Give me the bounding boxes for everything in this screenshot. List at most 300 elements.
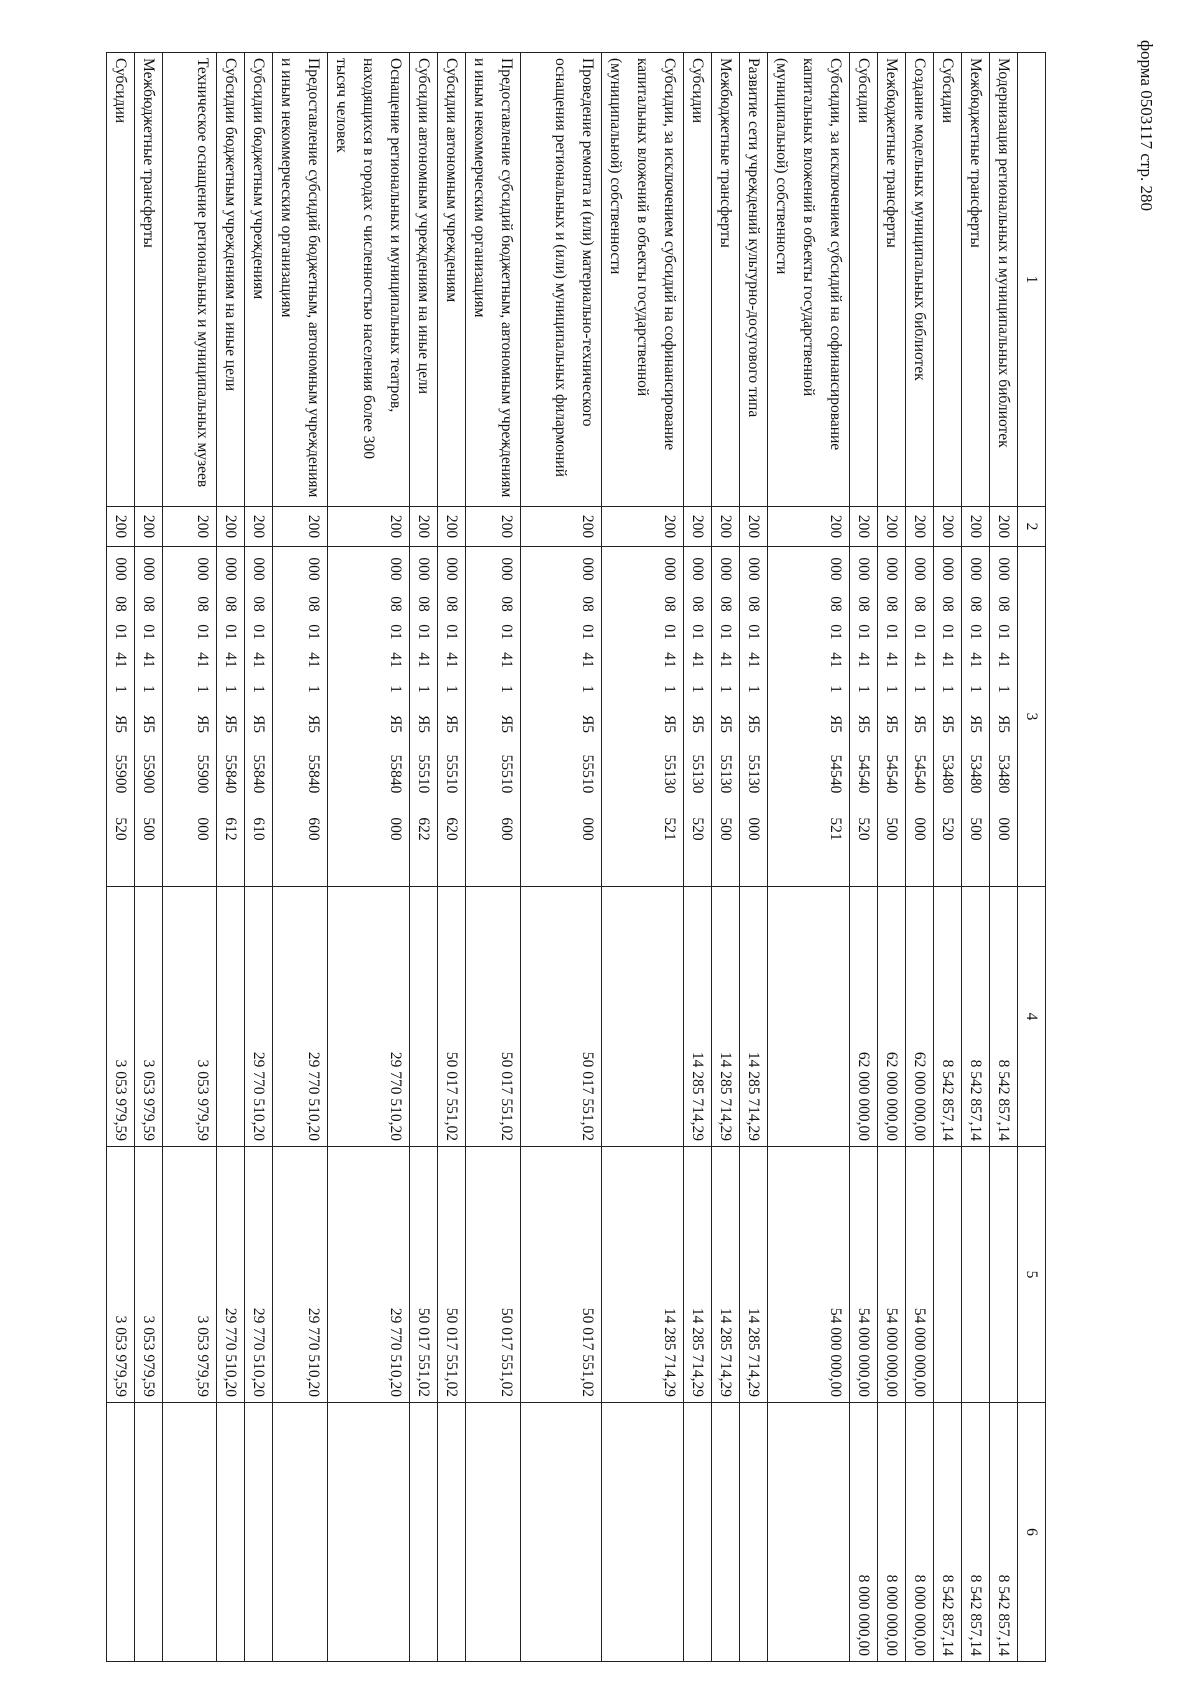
- code-segment: 01: [140, 624, 157, 640]
- row-name: Межбюджетные трансферты: [712, 53, 740, 507]
- row-col4-value: 50 017 551,02: [438, 887, 466, 1147]
- code-segment: 600: [305, 817, 322, 841]
- row-name: Субсидии, за исключением субсидий на софинансирование капитальных вложений в объекты государственной (муниципальной) собственности: [768, 53, 850, 507]
- table-row: [245, 53, 273, 1662]
- code-segment: 54540: [883, 754, 900, 794]
- code-segment: 41: [140, 652, 157, 668]
- row-col4-value: 14 285 714,29: [712, 887, 740, 1147]
- row-col5-value: [962, 1147, 990, 1403]
- row-col6-value: 8 542 857,14: [962, 1403, 990, 1662]
- code-segment: Я5: [305, 714, 322, 734]
- row-col6-value: [163, 1403, 217, 1662]
- row-col4-value: 29 770 510,20: [245, 887, 273, 1147]
- code-segment: 55130: [661, 754, 678, 794]
- code-segment: 1: [305, 685, 322, 693]
- code-segment: Я5: [911, 714, 928, 734]
- code-segment: 41: [112, 652, 129, 668]
- code-segment: 08: [883, 596, 900, 612]
- code-segment: 000: [112, 557, 129, 581]
- code-segment: 1: [939, 685, 956, 693]
- code-segment: 08: [387, 596, 404, 612]
- row-col4-value: 29 770 510,20: [328, 887, 410, 1147]
- code-segment: Я5: [855, 714, 872, 734]
- row-col5-value: 29 770 510,20: [328, 1147, 410, 1403]
- code-segment: 1: [443, 685, 460, 693]
- code-segment: 521: [827, 817, 844, 841]
- table-row: [740, 53, 768, 1662]
- code-segment: 000: [498, 557, 515, 581]
- row-col6-value: [273, 1403, 328, 1662]
- row-col4-value: [217, 887, 245, 1147]
- form-label: форма 0503117 стр. 280: [1137, 40, 1156, 211]
- row-line-code: 200: [962, 507, 990, 547]
- row-col4-value: 8 542 857,14: [934, 887, 962, 1147]
- row-classification-code: [466, 547, 521, 887]
- code-segment: 01: [689, 624, 706, 640]
- code-segment: 53480: [967, 754, 984, 794]
- row-line-code: 200: [934, 507, 962, 547]
- code-segment: 01: [939, 624, 956, 640]
- code-segment: Я5: [939, 714, 956, 734]
- code-segment: 000: [579, 557, 596, 581]
- row-col4-value: 3 053 979,59: [163, 887, 217, 1147]
- row-name: Модернизация региональных и муниципальных библиотек: [990, 53, 1018, 507]
- row-col6-value: [217, 1403, 245, 1662]
- code-segment: 000: [661, 557, 678, 581]
- code-segment: 08: [498, 596, 515, 612]
- row-name: Субсидии, за исключением субсидий на софинансирование капитальных вложений в объекты государственной (муниципальной) собственности: [602, 53, 684, 507]
- row-col6-value: 8 542 857,14: [934, 1403, 962, 1662]
- row-line-code: 200: [602, 507, 684, 547]
- code-segment: 000: [911, 557, 928, 581]
- code-segment: 000: [995, 817, 1012, 841]
- row-name: Субсидии автономным учреждениям: [438, 53, 466, 507]
- row-name: Проведение ремонта и (или) материально-технического оснащения региональных и (или) муниципальных филармоний: [521, 53, 602, 507]
- row-col6-value: 8 000 000,00: [850, 1403, 878, 1662]
- code-segment: 41: [387, 652, 404, 668]
- code-segment: 55900: [194, 754, 211, 794]
- code-segment: 01: [883, 624, 900, 640]
- row-classification-code: [962, 547, 990, 887]
- row-col4-value: [602, 887, 684, 1147]
- row-col6-value: [328, 1403, 410, 1662]
- row-name: Межбюджетные трансферты: [962, 53, 990, 507]
- code-segment: 1: [387, 685, 404, 693]
- code-segment: 612: [222, 817, 239, 841]
- row-col5-value: 50 017 551,02: [410, 1147, 438, 1403]
- code-segment: 1: [827, 685, 844, 693]
- row-name: Субсидии автономным учреждениям на иные цели: [410, 53, 438, 507]
- code-segment: Я5: [387, 714, 404, 734]
- row-classification-code: [602, 547, 684, 887]
- code-segment: 08: [222, 596, 239, 612]
- row-col6-value: [740, 1403, 768, 1662]
- table-row: [934, 53, 962, 1662]
- row-line-code: 200: [328, 507, 410, 547]
- code-segment: 41: [939, 652, 956, 668]
- code-segment: 01: [661, 624, 678, 640]
- row-name: Субсидии: [684, 53, 712, 507]
- code-segment: 1: [689, 685, 706, 693]
- code-segment: Я5: [967, 714, 984, 734]
- code-segment: 000: [911, 817, 928, 841]
- row-name: Межбюджетные трансферты: [135, 53, 163, 507]
- row-col6-value: [135, 1403, 163, 1662]
- header-col-4: 4: [1018, 887, 1046, 1147]
- code-segment: 500: [967, 817, 984, 841]
- code-segment: 55900: [140, 754, 157, 794]
- row-col4-value: 14 285 714,29: [684, 887, 712, 1147]
- row-line-code: 200: [878, 507, 906, 547]
- code-segment: 000: [305, 557, 322, 581]
- code-segment: 01: [222, 624, 239, 640]
- code-segment: 01: [579, 624, 596, 640]
- code-segment: 41: [883, 652, 900, 668]
- row-classification-code: [135, 547, 163, 887]
- code-segment: 08: [995, 596, 1012, 612]
- row-col5-value: 54 000 000,00: [768, 1147, 850, 1403]
- row-col5-value: 54 000 000,00: [906, 1147, 934, 1403]
- code-segment: 01: [387, 624, 404, 640]
- header-col-2: 2: [1018, 507, 1046, 547]
- row-col6-value: 8 542 857,14: [990, 1403, 1018, 1662]
- row-col4-value: [768, 887, 850, 1147]
- code-segment: 55900: [112, 754, 129, 794]
- code-segment: 000: [387, 817, 404, 841]
- code-segment: 08: [939, 596, 956, 612]
- code-segment: 08: [911, 596, 928, 612]
- code-segment: 000: [194, 817, 211, 841]
- code-segment: 1: [911, 685, 928, 693]
- code-segment: 41: [855, 652, 872, 668]
- row-col6-value: [712, 1403, 740, 1662]
- code-segment: 520: [855, 817, 872, 841]
- code-segment: 01: [305, 624, 322, 640]
- row-col5-value: [990, 1147, 1018, 1403]
- code-segment: 08: [250, 596, 267, 612]
- code-segment: 01: [911, 624, 928, 640]
- code-segment: 55840: [222, 754, 239, 794]
- code-segment: 55130: [717, 754, 734, 794]
- code-segment: Я5: [579, 714, 596, 734]
- code-segment: 41: [305, 652, 322, 668]
- row-name: Оснащение региональных и муниципальных театров, находящихся в городах с численностью населения более 300 тысяч человек: [328, 53, 410, 507]
- row-name: Субсидии: [850, 53, 878, 507]
- code-segment: 41: [827, 652, 844, 668]
- code-segment: 520: [939, 817, 956, 841]
- code-segment: 520: [689, 817, 706, 841]
- code-segment: 1: [717, 685, 734, 693]
- row-col4-value: 14 285 714,29: [740, 887, 768, 1147]
- code-segment: 41: [498, 652, 515, 668]
- code-segment: 000: [387, 557, 404, 581]
- row-line-code: 200: [768, 507, 850, 547]
- code-segment: 521: [661, 817, 678, 841]
- row-name: Техническое оснащение региональных и муниципальных музеев: [163, 53, 217, 507]
- code-segment: 000: [967, 557, 984, 581]
- code-segment: 620: [443, 817, 460, 841]
- table-row: [990, 53, 1018, 1662]
- row-col4-value: 8 542 857,14: [990, 887, 1018, 1147]
- row-col4-value: 50 017 551,02: [466, 887, 521, 1147]
- row-col5-value: 14 285 714,29: [712, 1147, 740, 1403]
- code-segment: 54540: [855, 754, 872, 794]
- row-name: Субсидии бюджетным учреждениям на иные цели: [217, 53, 245, 507]
- code-segment: 1: [661, 685, 678, 693]
- row-classification-code: [684, 547, 712, 887]
- code-segment: 1: [498, 685, 515, 693]
- code-segment: 01: [855, 624, 872, 640]
- code-segment: 000: [717, 557, 734, 581]
- table-row: [878, 53, 906, 1662]
- row-classification-code: [410, 547, 438, 887]
- row-classification-code: [740, 547, 768, 887]
- row-col5-value: 50 017 551,02: [466, 1147, 521, 1403]
- row-line-code: 200: [466, 507, 521, 547]
- code-segment: 01: [112, 624, 129, 640]
- row-col6-value: [245, 1403, 273, 1662]
- code-segment: 01: [827, 624, 844, 640]
- code-segment: 41: [689, 652, 706, 668]
- code-segment: 55510: [443, 754, 460, 794]
- row-classification-code: [438, 547, 466, 887]
- row-col4-value: 3 053 979,59: [107, 887, 135, 1147]
- row-col4-value: 62 000 000,00: [878, 887, 906, 1147]
- row-col4-value: 29 770 510,20: [273, 887, 328, 1147]
- code-segment: 1: [194, 685, 211, 693]
- row-line-code: 200: [990, 507, 1018, 547]
- table-row: [328, 53, 410, 1662]
- code-segment: 41: [222, 652, 239, 668]
- row-line-code: 200: [906, 507, 934, 547]
- code-segment: 500: [140, 817, 157, 841]
- code-segment: 54540: [911, 754, 928, 794]
- row-col6-value: [521, 1403, 602, 1662]
- row-name: Субсидии: [107, 53, 135, 507]
- row-line-code: 200: [135, 507, 163, 547]
- row-col5-value: 50 017 551,02: [521, 1147, 602, 1403]
- code-segment: Я5: [112, 714, 129, 734]
- row-col5-value: 29 770 510,20: [273, 1147, 328, 1403]
- code-segment: 622: [415, 817, 432, 841]
- row-classification-code: [217, 547, 245, 887]
- code-segment: 08: [140, 596, 157, 612]
- row-name: Предоставление субсидий бюджетным, автономным учреждениям и иным некоммерческим организациям: [466, 53, 521, 507]
- code-segment: 01: [498, 624, 515, 640]
- row-line-code: 200: [163, 507, 217, 547]
- table-row: [962, 53, 990, 1662]
- code-segment: 01: [717, 624, 734, 640]
- code-segment: 01: [415, 624, 432, 640]
- code-segment: 41: [995, 652, 1012, 668]
- code-segment: 000: [995, 557, 1012, 581]
- code-segment: 41: [194, 652, 211, 668]
- code-segment: 600: [498, 817, 515, 841]
- code-segment: 000: [579, 817, 596, 841]
- code-segment: 55840: [387, 754, 404, 794]
- table-row: [273, 53, 328, 1662]
- code-segment: 55840: [250, 754, 267, 794]
- row-col6-value: [768, 1403, 850, 1662]
- row-col5-value: [934, 1147, 962, 1403]
- code-segment: 1: [995, 685, 1012, 693]
- row-line-code: 200: [217, 507, 245, 547]
- row-col6-value: [602, 1403, 684, 1662]
- code-segment: 000: [855, 557, 872, 581]
- table-row: [521, 53, 602, 1662]
- row-classification-code: [850, 547, 878, 887]
- table-row: [768, 53, 850, 1662]
- code-segment: 41: [745, 652, 762, 668]
- code-segment: 41: [579, 652, 596, 668]
- row-col4-value: 62 000 000,00: [850, 887, 878, 1147]
- row-name: Субсидии бюджетным учреждениям: [245, 53, 273, 507]
- row-line-code: 200: [273, 507, 328, 547]
- code-segment: 08: [661, 596, 678, 612]
- row-col5-value: 54 000 000,00: [878, 1147, 906, 1403]
- code-segment: 41: [250, 652, 267, 668]
- row-col6-value: 8 000 000,00: [878, 1403, 906, 1662]
- code-segment: 41: [443, 652, 460, 668]
- row-name: Межбюджетные трансферты: [878, 53, 906, 507]
- row-col6-value: 8 000 000,00: [906, 1403, 934, 1662]
- table-row: [135, 53, 163, 1662]
- row-col5-value: 3 053 979,59: [163, 1147, 217, 1403]
- row-col6-value: [438, 1403, 466, 1662]
- code-segment: 55130: [689, 754, 706, 794]
- rotated-table-container: [112, 52, 1046, 1661]
- row-col5-value: 3 053 979,59: [135, 1147, 163, 1403]
- header-col-5: 5: [1018, 1147, 1046, 1403]
- code-segment: 1: [250, 685, 267, 693]
- code-segment: 500: [883, 817, 900, 841]
- code-segment: 08: [689, 596, 706, 612]
- row-classification-code: [990, 547, 1018, 887]
- row-col5-value: 54 000 000,00: [850, 1147, 878, 1403]
- row-classification-code: [906, 547, 934, 887]
- code-segment: Я5: [443, 714, 460, 734]
- row-classification-code: [273, 547, 328, 887]
- code-segment: Я5: [250, 714, 267, 734]
- row-classification-code: [328, 547, 410, 887]
- row-classification-code: [107, 547, 135, 887]
- code-segment: 000: [250, 557, 267, 581]
- code-segment: 08: [855, 596, 872, 612]
- row-classification-code: [712, 547, 740, 887]
- row-col5-value: 14 285 714,29: [740, 1147, 768, 1403]
- code-segment: 53480: [995, 754, 1012, 794]
- code-segment: Я5: [827, 714, 844, 734]
- code-segment: 08: [443, 596, 460, 612]
- code-segment: 55510: [579, 754, 596, 794]
- code-segment: Я5: [498, 714, 515, 734]
- code-segment: 520: [112, 817, 129, 841]
- code-segment: 55510: [415, 754, 432, 794]
- row-col4-value: 3 053 979,59: [135, 887, 163, 1147]
- code-segment: 01: [745, 624, 762, 640]
- code-segment: 08: [745, 596, 762, 612]
- row-classification-code: [768, 547, 850, 887]
- code-segment: 1: [222, 685, 239, 693]
- code-segment: 1: [415, 685, 432, 693]
- code-segment: 41: [717, 652, 734, 668]
- header-col-6: 6: [1018, 1403, 1046, 1662]
- code-segment: Я5: [745, 714, 762, 734]
- code-segment: 41: [415, 652, 432, 668]
- code-segment: 08: [305, 596, 322, 612]
- row-col6-value: [410, 1403, 438, 1662]
- table-row: [712, 53, 740, 1662]
- row-col4-value: 8 542 857,14: [962, 887, 990, 1147]
- row-col6-value: [466, 1403, 521, 1662]
- table-row: [163, 53, 217, 1662]
- code-segment: Я5: [717, 714, 734, 734]
- code-segment: 55510: [498, 754, 515, 794]
- row-name: Предоставление субсидий бюджетным, автономным учреждениям и иным некоммерческим организациям: [273, 53, 328, 507]
- code-segment: 000: [939, 557, 956, 581]
- table-row: [217, 53, 245, 1662]
- code-segment: Я5: [661, 714, 678, 734]
- code-segment: Я5: [995, 714, 1012, 734]
- code-segment: 08: [112, 596, 129, 612]
- row-line-code: 200: [850, 507, 878, 547]
- code-segment: 08: [415, 596, 432, 612]
- row-line-code: 200: [245, 507, 273, 547]
- header-row: [1018, 53, 1046, 1662]
- table-row: [410, 53, 438, 1662]
- code-segment: 55130: [745, 754, 762, 794]
- row-classification-code: [163, 547, 217, 887]
- code-segment: 41: [911, 652, 928, 668]
- code-segment: 01: [967, 624, 984, 640]
- code-segment: Я5: [689, 714, 706, 734]
- code-segment: 01: [250, 624, 267, 640]
- row-classification-code: [245, 547, 273, 887]
- table-row: [438, 53, 466, 1662]
- code-segment: Я5: [140, 714, 157, 734]
- header-col-1: 1: [1018, 53, 1046, 507]
- code-segment: 1: [140, 685, 157, 693]
- row-col4-value: [410, 887, 438, 1147]
- code-segment: Я5: [194, 714, 211, 734]
- table-body: [107, 53, 1018, 1662]
- row-line-code: 200: [410, 507, 438, 547]
- table-row: [107, 53, 135, 1662]
- row-line-code: 200: [684, 507, 712, 547]
- row-col5-value: 14 285 714,29: [684, 1147, 712, 1403]
- code-segment: 08: [194, 596, 211, 612]
- code-segment: 000: [443, 557, 460, 581]
- code-segment: 000: [689, 557, 706, 581]
- code-segment: 000: [415, 557, 432, 581]
- table-row: [466, 53, 521, 1662]
- row-col6-value: [107, 1403, 135, 1662]
- code-segment: 41: [967, 652, 984, 668]
- code-segment: 1: [855, 685, 872, 693]
- row-col5-value: 29 770 510,20: [245, 1147, 273, 1403]
- code-segment: 54540: [827, 754, 844, 794]
- code-segment: 000: [140, 557, 157, 581]
- code-segment: 000: [745, 557, 762, 581]
- code-segment: 1: [579, 685, 596, 693]
- code-segment: 01: [194, 624, 211, 640]
- row-line-code: 200: [521, 507, 602, 547]
- row-col4-value: 62 000 000,00: [906, 887, 934, 1147]
- header-col-3: 3: [1018, 547, 1046, 887]
- table-row: [850, 53, 878, 1662]
- row-name: Субсидии: [934, 53, 962, 507]
- code-segment: 500: [717, 817, 734, 841]
